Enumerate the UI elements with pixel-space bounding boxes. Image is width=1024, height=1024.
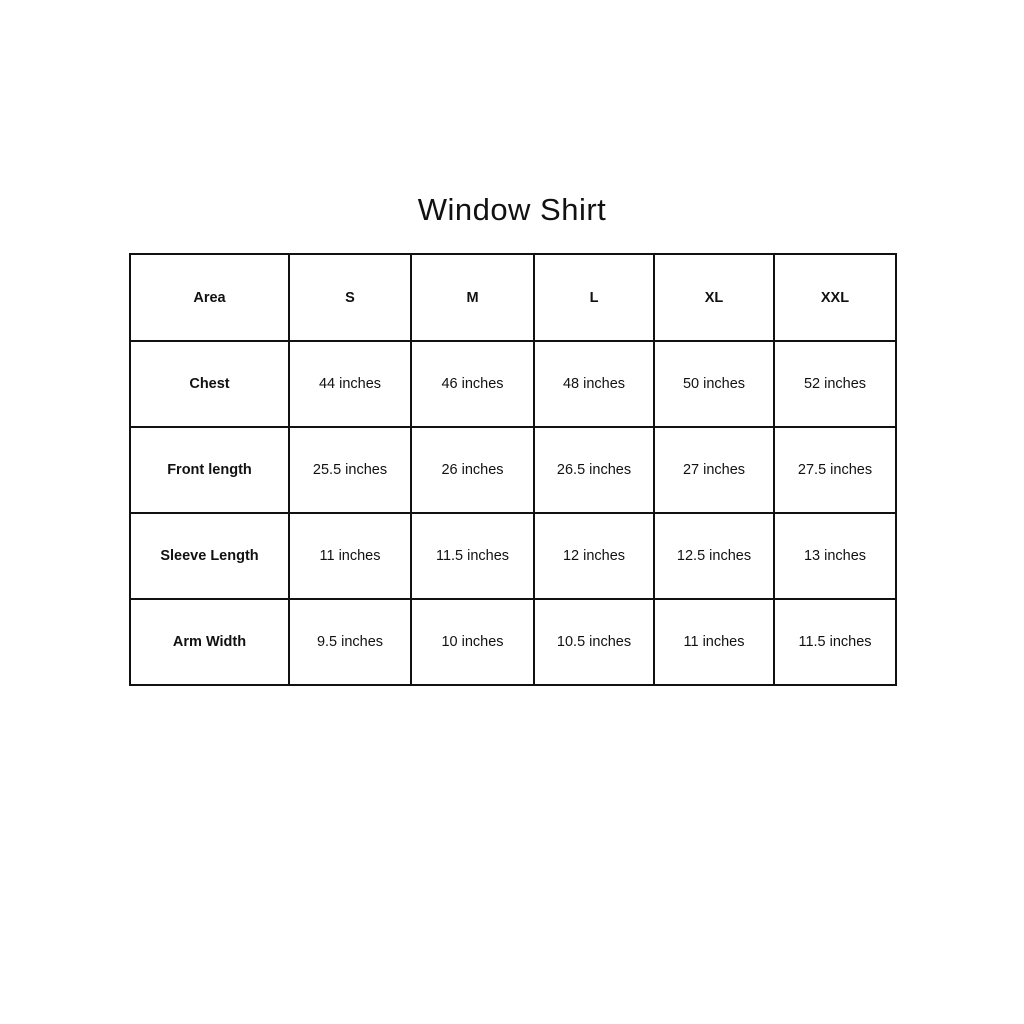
table-cell: 11.5 inches [774,599,896,685]
size-chart-table [129,253,897,686]
table-cell: 13 inches [774,513,896,599]
column-header-s: S [289,254,411,341]
table-row [130,599,896,685]
table-cell: 50 inches [654,341,774,427]
table-cell: 52 inches [774,341,896,427]
table-cell: 12 inches [534,513,654,599]
table-cell: 11.5 inches [411,513,534,599]
column-header-xxl: XXL [774,254,896,341]
table-cell: 26.5 inches [534,427,654,513]
row-label-chest: Chest [130,341,289,427]
table-cell: 27.5 inches [774,427,896,513]
row-label-sleeve-length: Sleeve Length [130,513,289,599]
table-cell: 11 inches [654,599,774,685]
page-title: Window Shirt [417,192,607,227]
table-cell: 44 inches [289,341,411,427]
table-cell: 10.5 inches [534,599,654,685]
column-header-m: M [411,254,534,341]
table-header-row [130,254,896,341]
table-cell: 26 inches [411,427,534,513]
table-cell: 27 inches [654,427,774,513]
table-row [130,341,896,427]
table-cell: 12.5 inches [654,513,774,599]
table-cell: 25.5 inches [289,427,411,513]
row-label-front-length: Front length [130,427,289,513]
column-header-l: L [534,254,654,341]
table-cell: 48 inches [534,341,654,427]
column-header-area: Area [130,254,289,341]
table-row [130,427,896,513]
table-cell: 9.5 inches [289,599,411,685]
table-cell: 10 inches [411,599,534,685]
column-header-xl: XL [654,254,774,341]
row-label-arm-width: Arm Width [130,599,289,685]
table-cell: 11 inches [289,513,411,599]
table-row [130,513,896,599]
table-cell: 46 inches [411,341,534,427]
